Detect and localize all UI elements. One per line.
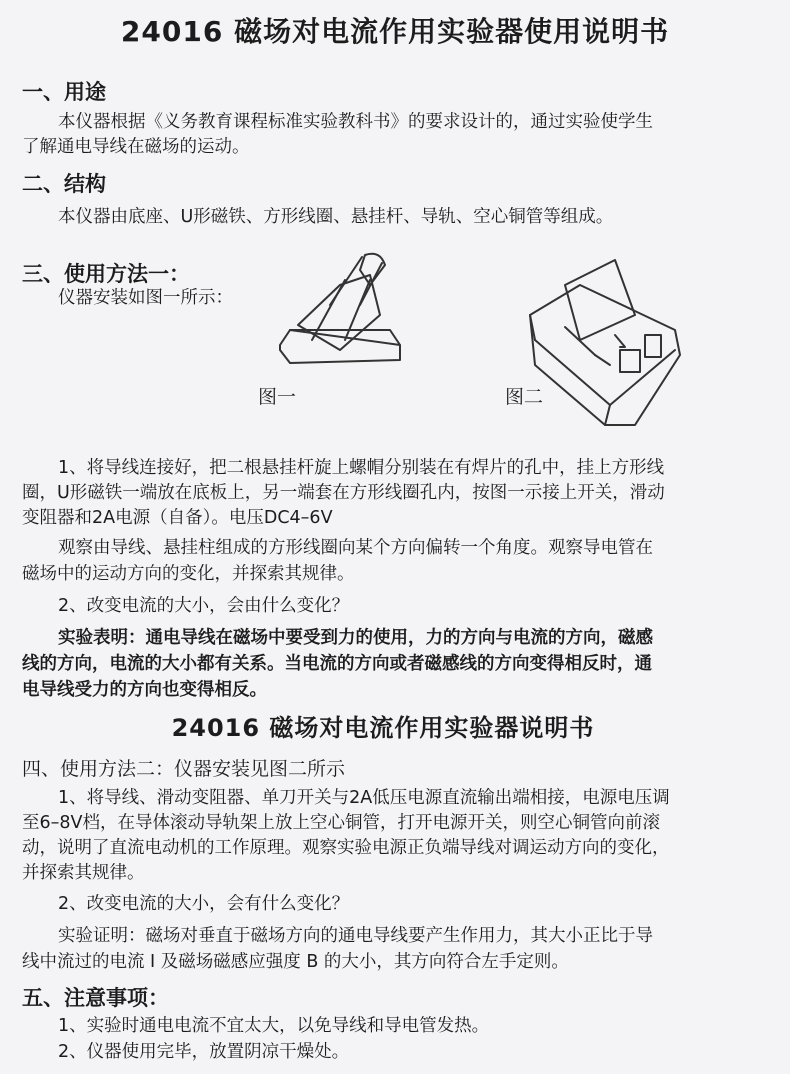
page-subtitle: 24016 磁场对电流作用实验器说明书 (171, 714, 595, 742)
figure-two-illustration (525, 255, 695, 430)
conclusion-line: 实验表明：通电导线在磁场中要受到力的使用，力的方向与电流的方向，磁感 (58, 628, 653, 648)
conclusion-line: 线的方向，电流的大小都有关系。当电流的方向或者磁感线的方向变得相反时，通 (22, 654, 652, 674)
conclusion-line: 实验证明：磁场对垂直于磁场方向的通电导线要产生作用力，其大小正比于导 (58, 926, 653, 946)
paragraph-line: 并探索其规律。 (22, 863, 145, 883)
paragraph-line: 了解通电导线在磁场的运动。 (22, 137, 250, 157)
note-item: 2、仪器使用完毕，放置阴凉干燥处。 (58, 1042, 350, 1062)
paragraph-line: 磁场中的运动方向的变化，并探索其规律。 (22, 564, 355, 584)
paragraph-line: 圈，U形磁铁一端放在底板上，另一端套在方形线圈孔内，按图一示接上开关，滑动 (22, 483, 665, 503)
conclusion-line: 线中流过的电流 I 及磁场磁感应强度 B 的大小，其方向符合左手定则。 (22, 952, 569, 972)
figure-one-illustration (270, 245, 430, 385)
paragraph-line: 观察由导线、悬挂柱组成的方形线圈向某个方向偏转一个角度。观察导电管在 (58, 538, 653, 558)
paragraph-line: 至6–8V档，在导体滚动导轨架上放上空心铜管，打开电源开关，则空心铜管向前滚 (22, 813, 660, 833)
paragraph-line: 动，说明了直流电动机的工作原理。观察实验电源正负端导线对调运动方向的变化， (22, 838, 670, 858)
section-heading-notes: 五、注意事项： (22, 986, 169, 1010)
question-line: 2、改变电流的大小，会有什么变化？ (58, 894, 350, 914)
figure-one-label: 图一 (258, 386, 297, 408)
question-line: 2、改变电流的大小，会由什么变化？ (58, 596, 350, 616)
paragraph-line: 1、将导线连接好，把二根悬挂杆旋上螺帽分别装在有焊片的孔中，挂上方形线 (58, 458, 665, 478)
figure-two-label: 图二 (505, 386, 544, 408)
paragraph-line: 1、将导线、滑动变阻器、单刀开关与2A低压电源直流输出端相接，电源电压调 (58, 788, 670, 808)
page-title: 24016 磁场对电流作用实验器使用说明书 (120, 15, 670, 48)
note-item: 1、实验时通电电流不宜太大，以免导线和导电管发热。 (58, 1016, 490, 1036)
conclusion-line: 电导线受力的方向也变得相反。 (22, 680, 267, 700)
paragraph-line: 变阻器和2A电源（自备）。电压DC4–6V (22, 508, 333, 528)
paragraph-line: 本仪器根据《义务教育课程标准实验教科书》的要求设计的，通过实验使学生 (58, 112, 653, 132)
section-heading-method-two: 四、使用方法二：仪器安装见图二所示 (22, 758, 346, 780)
paragraph-line: 本仪器由底座、U形磁铁、方形线圈、悬挂杆、导轨、空心铜管等组成。 (58, 207, 614, 227)
section-heading-method-one: 三、使用方法一： (22, 262, 190, 286)
figure-intro: 仪器安装如图一所示： (58, 288, 233, 308)
section-heading-structure: 二、结构 (22, 172, 106, 196)
section-heading-purpose: 一、用途 (22, 80, 106, 104)
